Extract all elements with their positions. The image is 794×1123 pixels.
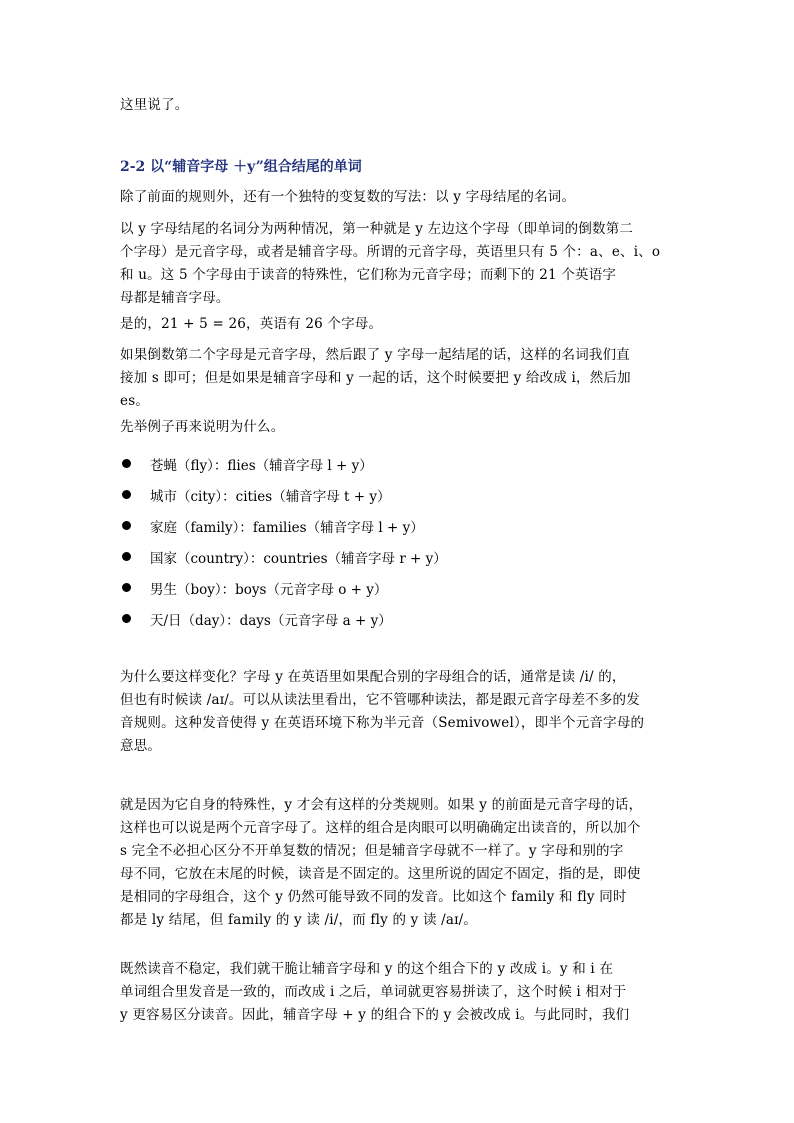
list-item-text: 国家（country）：countries（辅音字母 r + y） <box>150 550 447 567</box>
bullet-dot-icon <box>122 521 131 530</box>
text-line: 为什么要这样变化？字母 y 在英语里如果配合别的字母组合的话，通常是读 /i/ 的， <box>120 669 626 685</box>
text-line: 就是因为它自身的特殊性，y 才会有这样的分类规则。如果 y 的前面是元音字母的话， <box>120 797 643 813</box>
text-line: 都是 ly 结尾，但 family 的 y 读 /i/，而 fly 的 y 读 /aɪ/。 <box>120 912 478 928</box>
list-item <box>120 541 680 572</box>
paragraph-2 <box>120 218 680 310</box>
list-item-text: 苍蝇（fly）：flies（辅音字母 l + y） <box>150 457 373 474</box>
text-line: 既然读音不稳定，我们就干脆让辅音字母和 y 的这个组合下的 y 改成 i。y 和 i 在 <box>120 961 614 977</box>
list-item <box>120 510 680 541</box>
intro-tail-paragraph <box>120 94 680 117</box>
text-line: 母都是辅音字母。 <box>120 290 230 306</box>
list-item <box>120 572 680 603</box>
text-line: 是的，21 + 5 = 26，英语有 26 个字母。 <box>120 316 383 332</box>
example-list <box>120 448 680 634</box>
bullet-dot-icon <box>122 490 131 499</box>
paragraph-1 <box>120 186 680 209</box>
bullet-dot-icon <box>122 459 131 468</box>
paragraph-8 <box>120 958 680 1027</box>
text-line: 如果倒数第二个字母是元音字母，然后跟了 y 字母一起结尾的话，这样的名词我们直 <box>120 347 631 363</box>
text-line: s 完全不必担心区分不开单复数的情况；但是辅音字母就不一样了。y 字母和别的字 <box>120 843 624 859</box>
list-item-text: 家庭（family）：families（辅音字母 l + y） <box>150 519 424 536</box>
text-line: 和 u。这 5 个字母由于读音的特殊性，它们称为元音字母；而剩下的 21 个英语字 <box>120 267 617 283</box>
paragraph-3 <box>120 313 680 336</box>
list-item-text: 天/日（day）：days（元音字母 a + y） <box>150 612 392 629</box>
text-line: 个字母）是元音字母，或者是辅音字母。所谓的元音字母，英语里只有 5 个：a、e、i、o <box>120 244 661 260</box>
list-item-text: 男生（boy）：boys（元音字母 o + y） <box>150 581 388 598</box>
text-line: 母不同，它放在末尾的时候，读音是不固定的。这里所说的固定不固定，指的是，即使 <box>120 866 641 882</box>
text-line: 是相同的字母组合，这个 y 仍然可能导致不同的发音。比如这个 family 和 fly 同时 <box>120 889 627 905</box>
text-line: 但也有时候读 /aɪ/。可以从读法里看出，它不管哪种读法，都是跟元音字母差不多的发 <box>120 692 640 708</box>
bullet-dot-icon <box>122 614 131 623</box>
list-item <box>120 479 680 510</box>
paragraph-6 <box>120 666 680 758</box>
text-line: 除了前面的规则外，还有一个独特的变复数的写法：以 y 字母结尾的名词。 <box>120 189 576 205</box>
section-heading: 2-2 以“辅音字母 ＋y”组合结尾的单词 <box>120 159 362 175</box>
text-line: 先举例子再来说明为什么。 <box>120 419 285 435</box>
list-item-text: 城市（city）：cities（辅音字母 t + y） <box>150 488 391 505</box>
paragraph-7 <box>120 794 680 932</box>
text-line: 音规则。这种发音使得 y 在英语环境下称为半元音（Semivowel），即半个元音字母的 <box>120 715 645 731</box>
text-line: 这里说了。 <box>120 97 189 113</box>
text-line: 这样也可以说是两个元音字母了。这样的组合是肉眼可以明确确定出读音的，所以加个 <box>120 820 641 836</box>
paragraph-4 <box>120 344 680 413</box>
text-line: es。 <box>120 393 150 409</box>
text-line: 接加 s 即可；但是如果是辅音字母和 y 一起的话，这个时候要把 y 给改成 i，然后加 <box>120 370 631 386</box>
text-line: 以 y 字母结尾的名词分为两种情况，第一种就是 y 左边这个字母（即单词的倒数第二 <box>120 221 634 237</box>
paragraph-5 <box>120 416 680 439</box>
bullet-dot-icon <box>122 583 131 592</box>
list-item <box>120 448 680 479</box>
bullet-dot-icon <box>122 552 131 561</box>
list-item <box>120 603 680 634</box>
text-line: 意思。 <box>120 738 162 754</box>
text-line: 单词组合里发音是一致的，而改成 i 之后，单词就更容易拼读了，这个时候 i 相对于 <box>120 984 627 1000</box>
text-line: y 更容易区分读音。因此，辅音字母 + y 的组合下的 y 会被改成 i。与此同时，我们 <box>120 1007 630 1023</box>
